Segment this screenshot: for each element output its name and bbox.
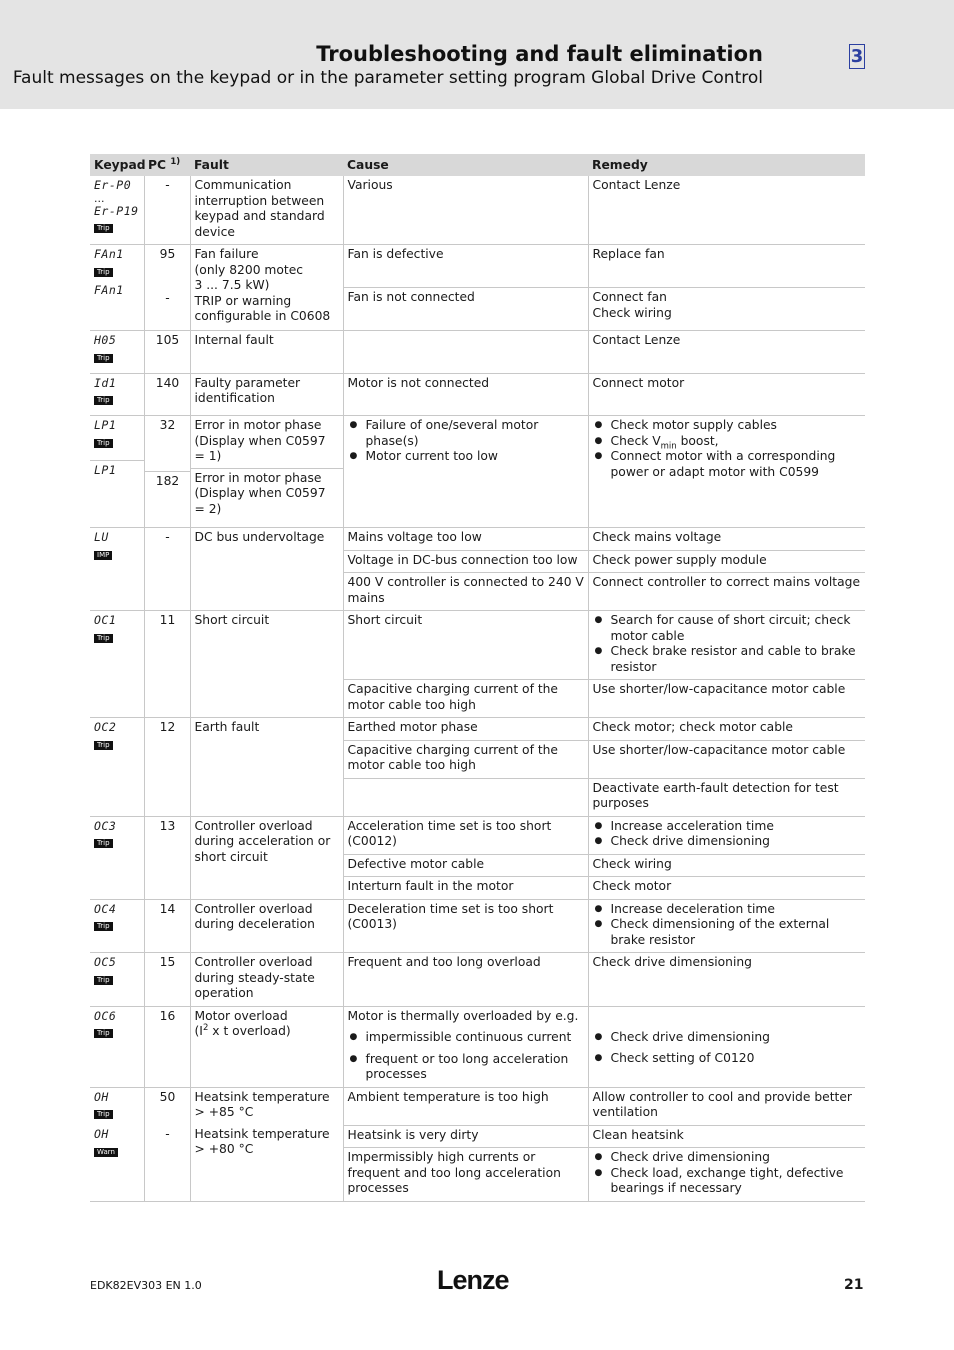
fault-line: Heatsink temperature > +80 °C — [194, 1126, 330, 1156]
pc-value: 32 — [159, 418, 176, 432]
cause-list — [348, 418, 585, 465]
row-separator — [191, 468, 343, 524]
fault-line — [195, 1024, 340, 1040]
col-cause: Cause — [343, 154, 588, 176]
page-header — [0, 0, 954, 109]
fault-text-part: (I — [194, 1024, 203, 1038]
col-keypad: Keypad — [90, 154, 144, 176]
remedy-text: Contact Lenze — [588, 176, 865, 245]
fault-line: 3 ... 7.5 kW) — [194, 278, 270, 292]
remedy-text-part: boost, — [676, 433, 719, 448]
cause-text: 400 V controller is connected to 240 V mains — [343, 573, 588, 611]
fault-table — [90, 154, 865, 1202]
cause-text: Earthed motor phase — [343, 718, 588, 741]
remedy-item: ● Check drive dimensioning — [593, 1030, 863, 1046]
cause-text: Acceleration time set is too short (C0012) — [343, 816, 588, 854]
cause-text: Fan is defective — [343, 245, 588, 288]
fault-line: Error in motor phase (Display when C0597 = 1) — [194, 418, 326, 463]
pc-code: 11 — [144, 611, 190, 718]
cause-text: Short circuit — [343, 611, 588, 680]
subscript: min — [660, 440, 677, 451]
keypad-code: OC3 — [94, 818, 117, 833]
cause-intro: Motor is thermally overloaded by e.g. — [347, 1008, 579, 1023]
pc-code: 140 — [144, 373, 190, 416]
pc-code: 13 — [144, 816, 190, 899]
cause-text: Interturn fault in the motor — [343, 877, 588, 900]
remedy-list — [593, 1030, 863, 1067]
keypad-cell — [90, 1087, 144, 1201]
keypad-code: LU — [94, 530, 109, 544]
remedy-text: Connect motor — [588, 373, 865, 416]
cause-text: Impermissibly high currents or frequent and too long acceleration processes — [343, 1148, 588, 1202]
remedy-item: ● Check dimensioning of the external brake resistor — [593, 917, 863, 948]
remedy-text: Use shorter/low-capacitance motor cable — [588, 740, 865, 778]
cause-text: Defective motor cable — [343, 854, 588, 877]
pc-value: 95 — [159, 247, 176, 261]
remedy-item: ● Check motor supply cables — [593, 418, 863, 434]
fault-text: Faulty parameter identification — [190, 373, 343, 416]
keypad-cell — [90, 1006, 144, 1087]
remedy-item: ● Increase deceleration time — [593, 902, 863, 918]
keypad-cell — [90, 718, 144, 817]
remedy-text — [588, 1148, 865, 1202]
keypad-cell — [90, 816, 144, 899]
remedy-item: ● Check drive dimensioning — [593, 834, 863, 850]
fault-text — [190, 1087, 343, 1201]
table-row — [90, 245, 865, 288]
cause-text: Heatsink is very dirty — [343, 1125, 588, 1148]
keypad-cell — [90, 331, 144, 374]
keypad-cell — [90, 953, 144, 1007]
page-subtitle: Fault messages on the keypad or in the parameter setting program Global Drive Control — [12, 68, 763, 88]
keypad-cell — [90, 416, 144, 528]
cause-list — [348, 1030, 585, 1083]
cause-text: Voltage in DC-bus connection too low — [343, 550, 588, 573]
table-row — [90, 953, 865, 1007]
fault-text — [190, 1006, 343, 1087]
remedy-item — [593, 434, 863, 450]
keypad-code: H05 — [94, 333, 117, 347]
trip-badge: Trip — [94, 268, 113, 277]
cause-text: Motor is not connected — [343, 373, 588, 416]
pc-value: - — [165, 1127, 170, 1141]
col-pc — [144, 154, 190, 176]
cause-item: ● impermissible continuous current — [348, 1030, 585, 1046]
remedy-text: Check power supply module — [588, 550, 865, 573]
fault-text — [190, 416, 343, 528]
pc-code: 15 — [144, 953, 190, 1007]
pc-value: 182 — [155, 473, 180, 488]
keypad-code: Er-P19 — [94, 203, 139, 218]
fault-text: Short circuit — [190, 611, 343, 718]
remedy-text — [588, 899, 865, 953]
trip-badge: Trip — [94, 922, 113, 931]
remedy-text: Check motor; check motor cable — [588, 718, 865, 741]
table-row — [90, 373, 865, 416]
fault-text: Internal fault — [190, 331, 343, 374]
table-header-row — [90, 154, 865, 176]
ellipsis: ... — [94, 191, 105, 205]
pc-code — [144, 416, 190, 528]
remedy-text-part: Check V — [610, 433, 661, 448]
remedy-line: Connect fan — [592, 290, 667, 304]
table-row — [90, 611, 865, 680]
trip-badge: Trip — [94, 354, 113, 363]
table-row — [90, 176, 865, 245]
remedy-item: ● Check setting of C0120 — [593, 1051, 863, 1067]
superscript: 2 — [202, 1022, 209, 1033]
cause-text: Mains voltage too low — [343, 528, 588, 551]
spacer — [593, 1009, 863, 1030]
fault-text: Earth fault — [190, 718, 343, 817]
pc-code: 14 — [144, 899, 190, 953]
col-remedy: Remedy — [588, 154, 865, 176]
remedy-text: Contact Lenze — [588, 331, 865, 374]
remedy-text: Check drive dimensioning — [588, 953, 865, 1007]
trip-badge: Trip — [94, 396, 113, 405]
lenze-logo — [437, 1265, 515, 1299]
remedy-text: Allow controller to cool and provide better ventilation — [588, 1087, 865, 1125]
fault-text: DC bus undervoltage — [190, 528, 343, 611]
keypad-cell — [90, 899, 144, 953]
pc-code: - — [144, 176, 190, 245]
chapter-marker: 3 — [850, 46, 864, 67]
cause-text — [343, 1006, 588, 1087]
fault-line: configurable in C0608 — [194, 309, 331, 323]
remedy-text: Connect controller to correct mains voltage — [588, 573, 865, 611]
remedy-text — [588, 288, 865, 331]
pc-value: - — [165, 290, 170, 305]
cause-text: Various — [343, 176, 588, 245]
fault-text: Controller overload during deceleration — [190, 899, 343, 953]
fault-line: Heatsink temperature > +85 °C — [194, 1089, 330, 1119]
trip-badge: Trip — [94, 439, 113, 448]
keypad-code: OC5 — [94, 955, 117, 969]
keypad-cell — [90, 176, 144, 245]
row-separator — [90, 460, 144, 479]
remedy-list — [593, 902, 863, 949]
pc-code: 12 — [144, 718, 190, 817]
fault-line: Error in motor phase (Display when C0597 = 2) — [194, 470, 326, 516]
table-row — [90, 416, 865, 528]
remedy-item: ● Increase acceleration time — [593, 819, 863, 835]
remedy-text: Replace fan — [588, 245, 865, 288]
keypad-code: OC1 — [94, 613, 117, 627]
remedy-text: Check mains voltage — [588, 528, 865, 551]
table-row — [90, 718, 865, 741]
pc-code — [144, 245, 190, 331]
fault-text — [190, 245, 343, 331]
remedy-list — [593, 418, 863, 480]
remedy-item: ● Search for cause of short circuit; check motor cable — [593, 613, 863, 644]
keypad-code: FAn1 — [94, 247, 124, 261]
page-title: Troubleshooting and fault elimination — [316, 42, 763, 66]
fault-line: Fan failure — [194, 247, 259, 261]
remedy-text: Clean heatsink — [588, 1125, 865, 1148]
remedy-item: ● Check brake resistor and cable to brake resistor — [593, 644, 863, 675]
col-pc-label: PC — [148, 158, 167, 173]
trip-badge: Trip — [94, 976, 113, 985]
fault-line: (only 8200 motec — [194, 262, 304, 277]
trip-badge: Trip — [94, 839, 113, 848]
remedy-list — [593, 819, 863, 850]
remedy-text — [588, 1006, 865, 1087]
keypad-cell — [90, 528, 144, 611]
trip-badge: Trip — [94, 224, 113, 233]
remedy-text: Check wiring — [588, 854, 865, 877]
fault-line: Motor overload — [194, 1008, 288, 1023]
cause-item: ● frequent or too long acceleration processes — [348, 1052, 585, 1083]
cause-text: Frequent and too long overload — [343, 953, 588, 1007]
keypad-code: OH — [94, 1089, 109, 1104]
spacer — [149, 263, 187, 291]
remedy-item: ● Connect motor with a corresponding power or adapt motor with C0599 — [593, 449, 863, 480]
fault-text-part: x t overload) — [208, 1024, 291, 1038]
trip-badge: Trip — [94, 741, 113, 750]
keypad-code: OH — [94, 1127, 109, 1141]
table-row — [90, 331, 865, 374]
imp-badge: IMP — [94, 551, 112, 560]
keypad-code: OC6 — [94, 1008, 117, 1023]
cause-text — [343, 416, 588, 528]
remedy-text: Use shorter/low-capacitance motor cable — [588, 680, 865, 718]
fault-text: Controller overload during steady-state operation — [190, 953, 343, 1007]
page-number: 21 — [844, 1277, 864, 1293]
pc-code: - — [144, 528, 190, 611]
logo-text: Lenze — [437, 1265, 509, 1295]
remedy-list — [593, 613, 863, 675]
remedy-text — [588, 416, 865, 528]
table-row — [90, 899, 865, 953]
cause-text: Ambient temperature is too high — [343, 1087, 588, 1125]
keypad-code: FAn1 — [94, 282, 124, 297]
remedy-item: ● Check load, exchange tight, defective bearings if necessary — [593, 1166, 863, 1197]
cause-text: Deceleration time set is too short (C0013) — [343, 899, 588, 953]
pc-code: 16 — [144, 1006, 190, 1087]
remedy-text — [588, 816, 865, 854]
table-row — [90, 816, 865, 854]
cause-text — [343, 331, 588, 374]
remedy-item: ● Check drive dimensioning — [593, 1150, 863, 1166]
trip-badge: Trip — [94, 634, 113, 643]
pc-code — [144, 1087, 190, 1201]
remedy-list — [593, 1150, 863, 1197]
spacer — [149, 1105, 187, 1127]
keypad-code: OC4 — [94, 901, 117, 916]
table-row — [90, 528, 865, 551]
keypad-code: Id1 — [94, 375, 117, 390]
keypad-cell — [90, 373, 144, 416]
cause-text — [343, 778, 588, 816]
remedy-line: Check wiring — [592, 305, 672, 320]
pc-value: 50 — [159, 1089, 176, 1104]
document-id: EDK82EV303 EN 1.0 — [90, 1279, 202, 1292]
cause-text: Capacitive charging current of the motor cable too high — [343, 680, 588, 718]
row-separator — [145, 471, 190, 490]
keypad-code: LP1 — [94, 462, 117, 477]
fault-text: Communication interruption between keypad and standard device — [190, 176, 343, 245]
keypad-code: LP1 — [94, 418, 117, 432]
fault-text: Controller overload during acceleration or short circuit — [190, 816, 343, 899]
cause-item: ● Motor current too low — [348, 449, 585, 465]
remedy-text — [588, 611, 865, 680]
keypad-cell — [90, 245, 144, 331]
cause-text: Capacitive charging current of the motor cable too high — [343, 740, 588, 778]
pc-code: 105 — [144, 331, 190, 374]
cause-item: ● Failure of one/several motor phase(s) — [348, 418, 585, 449]
table-row — [90, 1006, 865, 1087]
remedy-text: Check motor — [588, 877, 865, 900]
keypad-code: OC2 — [94, 720, 117, 734]
cause-text: Fan is not connected — [343, 288, 588, 331]
table-row — [90, 1087, 865, 1125]
keypad-code: Er-P0 — [94, 178, 132, 192]
fault-line: TRIP or warning — [194, 293, 292, 308]
remedy-text: Deactivate earth-fault detection for test purposes — [588, 778, 865, 816]
warn-badge: Warn — [94, 1148, 118, 1157]
trip-badge: Trip — [94, 1110, 113, 1119]
col-pc-footnote: 1) — [170, 157, 181, 168]
col-fault: Fault — [190, 154, 343, 176]
trip-badge: Trip — [94, 1029, 113, 1038]
keypad-cell — [90, 611, 144, 718]
